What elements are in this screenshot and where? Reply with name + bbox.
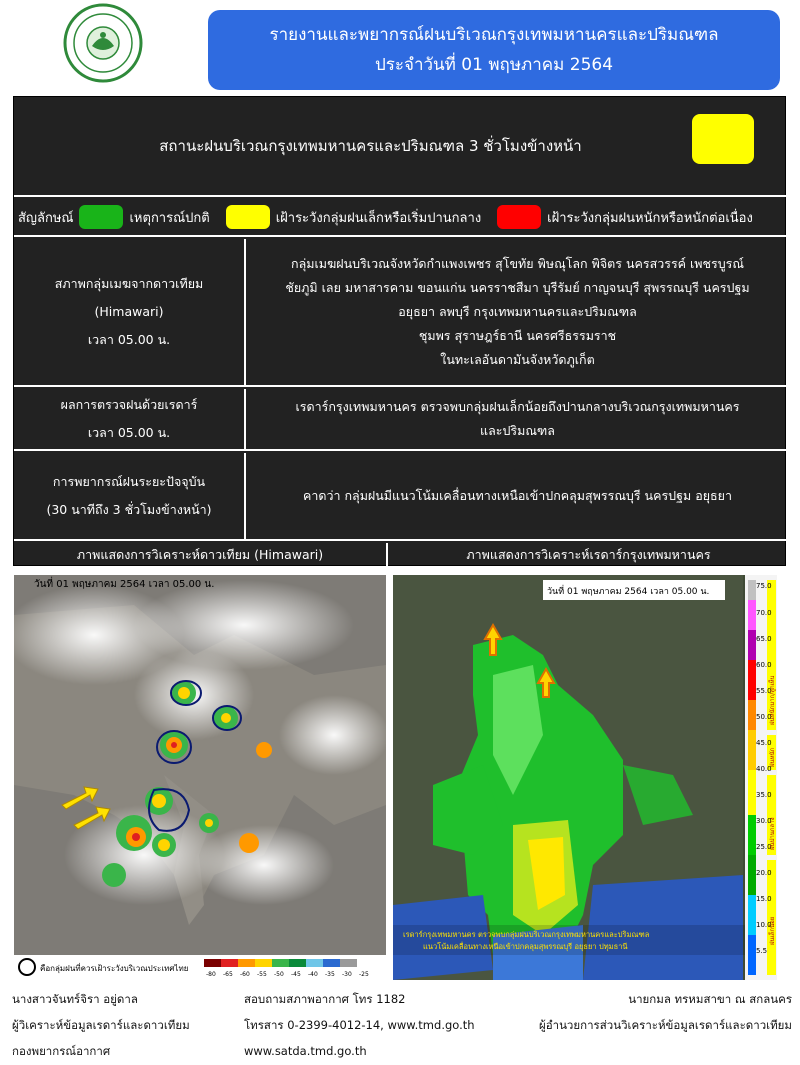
current-status-indicator (692, 114, 754, 164)
status-title: สถานะฝนบริเวณกรุงเทพมหานครและปริมณฑล 3 ชั่วโมงข้างหน้า (159, 137, 582, 155)
legend-swatch-warning (497, 205, 541, 229)
radar-caption: ภาพแสดงการวิเคราะห์เรดาร์กรุงเทพมหานคร (466, 547, 711, 562)
dbz-tick: 25.0 (756, 843, 772, 851)
contact-label: สอบถามสภาพอากาศ โทร 1182 (244, 992, 406, 1006)
footer-director (506, 986, 792, 1038)
dbz-tick: 35.0 (756, 791, 772, 799)
row-content (248, 453, 787, 539)
scale-category-label: ฝนหนัก (769, 747, 776, 767)
row-label-line: การพยากรณ์ฝนระยะปัจจุบัน (52, 474, 206, 489)
satellite-image (14, 575, 386, 980)
row-text-line: กลุ่มเมฆฝนบริเวณจังหวัดกำแพงเพชร สุโขทัย พิษณุโลก พิจิตร นครสวรรค์ เพชรบูรณ์ (291, 256, 744, 271)
row-content (248, 239, 787, 385)
dbz-tick: 15.0 (756, 895, 772, 903)
legend (14, 199, 787, 237)
row-text-line: ในทะเลอันดามันจังหวัดภูเก็ต (440, 352, 595, 367)
dbz-tick: 10.0 (756, 921, 772, 929)
dbz-tick: 40.0 (756, 765, 772, 773)
dbz-tick: 45.0 (756, 739, 772, 747)
analyst-title: ผู้วิเคราะห์ข้อมูลเรดาร์และดาวเทียม (12, 1018, 190, 1032)
satellite-map-graphic (14, 575, 386, 980)
scale-category-label: ฝนเล็กน้อย (769, 916, 776, 945)
row-label-line: เวลา 05.00 น. (87, 425, 171, 440)
radar-dbz-scale (745, 575, 777, 980)
radar-image (393, 575, 777, 980)
dbz-tick: 30.0 (756, 817, 772, 825)
row-label-line: สภาพกลุ่มเมฆจากดาวเทียม (54, 276, 204, 291)
director-name: นายกมล ทรหมสาขา ณ สกลนคร (628, 992, 792, 1006)
contact-phone: โทรสาร 0-2399-4012-14, www.tmd.go.th (244, 1018, 475, 1032)
row-text-line: และปริมณฑล (480, 423, 555, 438)
legend-text-watch: เฝ้าระวังกลุ่มฝนเล็กหรือเริ่มปานกลาง (275, 210, 482, 226)
row-label-line: (Himawari) (94, 304, 164, 319)
division-name: กองพยากรณ์อากาศ (12, 1044, 111, 1058)
radar-note-2: แนวโน้มเคลื่อนทางเหนือเข้าปกคลุมสุพรรณบุรี อยุธยา ปทุมธานี (423, 942, 628, 951)
status-title-cell (14, 97, 787, 197)
footer-contact (244, 986, 514, 1064)
footer-analyst (12, 986, 242, 1064)
dbz-tick: 70.0 (756, 609, 772, 617)
row-label-line: ผลการตรวจฝนด้วยเรดาร์ (60, 397, 198, 412)
contact-website[interactable]: www.satda.tmd.go.th (244, 1044, 367, 1058)
department-seal-icon (52, 2, 154, 84)
satellite-note: คือกลุ่มฝนที่ควรเฝ้าระวังบริเวณประเทศไทย (40, 964, 189, 973)
legend-swatch-normal (79, 205, 123, 229)
scale-category-label: ฝนหนักมาก/ลูกเห็บ (769, 675, 776, 725)
dbz-tick: 20.0 (756, 869, 772, 877)
scale-tick: -60 (240, 971, 250, 978)
scale-tick: -40 (308, 971, 318, 978)
legend-text-warning: เฝ้าระวังกลุ่มฝนหนักหรือหนักต่อเนื่อง (547, 210, 753, 226)
radar-note-1: เรดาร์กรุงเทพมหานคร ตรวจพบกลุ่มฝนบริเวณกรุงเทพมหานครและปริมณฑล (403, 930, 650, 939)
scale-tick: -50 (274, 971, 284, 978)
satellite-timestamp: วันที่ 01 พฤษภาคม 2564 เวลา 05.00 น. (34, 579, 215, 590)
row-label-line: เวลา 05.00 น. (87, 332, 171, 347)
image-captions (14, 543, 787, 567)
satellite-caption: ภาพแสดงการวิเคราะห์ดาวเทียม (Himawari) (14, 543, 388, 567)
scale-tick: -80 (206, 971, 216, 978)
legend-swatch-watch (226, 205, 270, 229)
satellite-cloud-row (14, 239, 787, 387)
row-content (248, 389, 787, 449)
dbz-tick: 60.0 (756, 661, 772, 669)
legend-label: สัญลักษณ์ (18, 210, 74, 226)
dbz-tick: 75.0 (756, 582, 772, 590)
legend-text-normal: เหตุการณ์ปกติ (129, 210, 210, 226)
status-board (13, 96, 786, 566)
row-text-line: คาดว่า กลุ่มฝนมีแนวโน้มเคลื่อนทางเหนือเข้าปกคลุมสุพรรณบุรี นครปฐม อยุธยา (302, 488, 733, 503)
dbz-tick: 50.0 (756, 713, 772, 721)
row-text-line: อยุธยา ลพบุรี กรุงเทพมหานครและปริมณฑล (398, 304, 637, 319)
report-title: รายงานและพยากรณ์ฝนบริเวณกรุงเทพมหานครและปริมณฑล (269, 25, 719, 45)
scale-tick: -65 (223, 971, 233, 978)
row-text-line: เรดาร์กรุงเทพมหานคร ตรวจพบกลุ่มฝนเล็กน้อยถึงปานกลางบริเวณกรุงเทพมหานคร (295, 399, 740, 414)
scale-tick: -45 (291, 971, 301, 978)
row-text-line: ชัยภูมิ เลย มหาสารคาม ขอนแก่น นครราชสีมา บุรีรัมย์ กาญจนบุรี สุพรรณบุรี นครปฐม (285, 280, 750, 295)
radar-observation-row (14, 389, 787, 451)
row-label-line: (30 นาทีถึง 3 ชั่วโมงข้างหน้า) (46, 502, 212, 517)
dbz-tick: 5.5 (756, 947, 768, 955)
nowcast-row (14, 453, 787, 541)
row-label (14, 239, 246, 385)
dbz-tick: 65.0 (756, 635, 772, 643)
analyst-name: นางสาวจันทร์จิรา อยู่ดาล (12, 992, 138, 1006)
radar-map-graphic (393, 575, 777, 980)
director-title: ผู้อำนวยการส่วนวิเคราะห์ข้อมูลเรดาร์และดาวเทียม (538, 1018, 792, 1032)
scale-tick: -55 (257, 971, 267, 978)
scale-tick: -30 (342, 971, 352, 978)
row-label (14, 453, 246, 539)
row-label (14, 389, 246, 449)
dbz-tick: 55.0 (756, 687, 772, 695)
radar-timestamp: วันที่ 01 พฤษภาคม 2564 เวลา 05.00 น. (547, 587, 710, 597)
report-date: ประจำวันที่ 01 พฤษภาคม 2564 (374, 55, 614, 75)
scale-tick: -25 (359, 971, 369, 978)
scale-tick: -35 (325, 971, 335, 978)
scale-category-label: ฝนปานกลาง (769, 817, 776, 850)
row-text-line: ชุมพร สุราษฎร์ธานี นครศรีธรรมราช (418, 328, 617, 343)
report-header (208, 10, 780, 90)
